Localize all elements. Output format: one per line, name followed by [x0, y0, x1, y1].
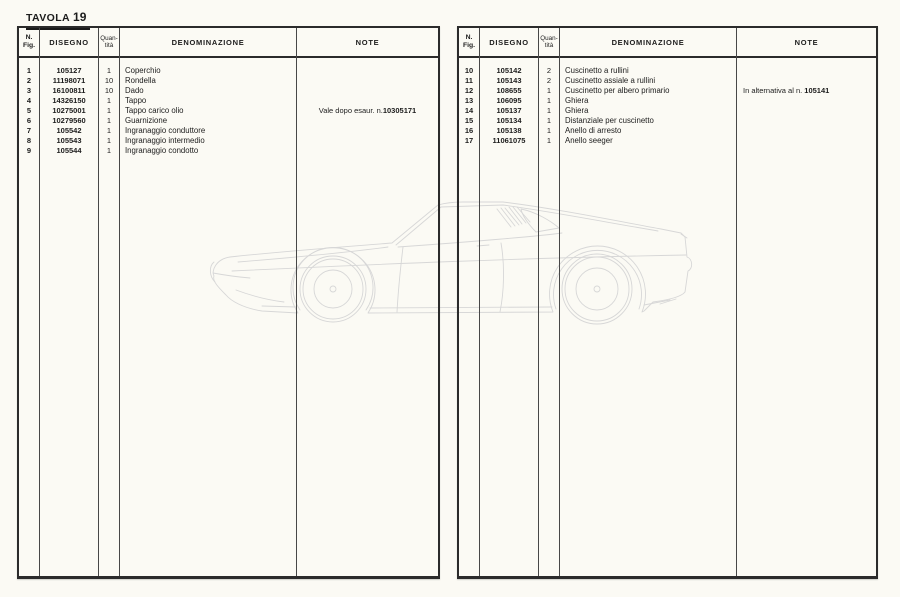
cell-qty: 2 [546, 76, 552, 85]
cell-denominazione: Ghiera [565, 106, 589, 115]
column-denominazione [560, 28, 737, 576]
cell-disegno: 105544 [56, 146, 82, 155]
cell-denominazione: Cuscinetto a rullini [565, 66, 629, 75]
cell-denominazione: Ingranaggio condotto [125, 146, 199, 155]
cell-fig: 11 [465, 76, 473, 85]
cell-fig: 10 [464, 66, 474, 75]
cell-qty: 10 [104, 76, 114, 85]
cell-disegno: 14326150 [52, 96, 86, 105]
column-header-fig [19, 28, 39, 58]
column-body-note [737, 58, 876, 576]
cell-denominazione: Rondella [125, 76, 156, 85]
column-body-qty [539, 58, 559, 576]
page-title-word: TAVOLA [26, 12, 71, 24]
cell-denominazione: Tappo carico olio [125, 106, 184, 115]
cell-fig: 1 [26, 66, 32, 75]
cell-denominazione: Cuscinetto assiale a rullini [565, 76, 656, 85]
cell-qty: 1 [106, 66, 112, 75]
cell-fig: 2 [26, 76, 32, 85]
cell-fig: 8 [26, 136, 32, 145]
column-denominazione [120, 28, 297, 576]
cell-qty: 1 [546, 126, 552, 135]
cell-disegno: 105137 [496, 106, 522, 115]
cell-fig: 16 [464, 126, 474, 135]
cell-denominazione: Distanziale per cuscinetto [565, 116, 654, 125]
column-header-disegno: DISEGNO [40, 28, 98, 58]
column-body-denominazione [120, 58, 296, 576]
cell-denominazione: Anello di arresto [565, 126, 622, 135]
column-note [737, 28, 876, 576]
cell-disegno: 105543 [56, 136, 82, 145]
cell-disegno: 105142 [496, 66, 522, 75]
column-header-note: NOTE [737, 28, 876, 58]
cell-qty: 1 [546, 106, 552, 115]
cell-fig: 15 [464, 116, 474, 125]
note-prefix: In alternativa al n. [743, 86, 805, 95]
header-qty-line1: Quan- [100, 34, 118, 42]
note-prefix: Vale dopo esaur. n. [318, 106, 383, 115]
column-qty [99, 28, 120, 576]
cell-qty: 1 [546, 86, 552, 95]
cell-qty: 2 [546, 66, 552, 75]
header-qty-line2: tità [544, 42, 554, 49]
cell-disegno: 105127 [56, 66, 82, 75]
header-qty-line1: Quan- [540, 34, 558, 42]
header-fig-line1: N. [465, 34, 473, 41]
column-body-disegno [480, 58, 538, 576]
cell-denominazione: Ingranaggio conduttore [125, 126, 206, 135]
header-qty-line2: tità [104, 42, 114, 49]
column-body-fig [459, 58, 479, 576]
column-body-disegno [40, 58, 98, 576]
cell-fig: 12 [464, 86, 474, 95]
cell-disegno: 11198071 [52, 76, 86, 85]
cell-disegno: 105143 [496, 76, 522, 85]
cell-fig: 7 [26, 126, 32, 135]
column-header-disegno: DISEGNO [480, 28, 538, 58]
cell-qty: 1 [106, 96, 112, 105]
cell-denominazione: Coperchio [125, 66, 161, 75]
column-body-denominazione [560, 58, 736, 576]
cell-fig: 5 [26, 106, 32, 115]
cell-fig: 17 [464, 136, 474, 145]
cell-qty: 1 [106, 126, 112, 135]
cell-qty: 10 [104, 86, 114, 95]
cell-denominazione: Dado [125, 86, 144, 95]
column-qty [539, 28, 560, 576]
cell-disegno: 11061075 [492, 136, 526, 145]
note-part-number: 10305171 [382, 106, 417, 115]
cell-qty: 1 [106, 106, 112, 115]
column-fig [459, 28, 480, 576]
cell-disegno: 106095 [496, 96, 522, 105]
cell-disegno: 10275001 [52, 106, 86, 115]
cell-fig: 14 [464, 106, 474, 115]
column-header-qty [539, 28, 559, 58]
note-text [297, 106, 438, 116]
cell-qty: 1 [546, 96, 552, 105]
column-disegno [40, 28, 99, 576]
cell-fig: 3 [26, 86, 32, 95]
cell-disegno: 105542 [56, 126, 82, 135]
page-title-number: 19 [73, 10, 87, 24]
cell-qty: 1 [106, 136, 112, 145]
parts-table-left [17, 26, 440, 579]
cell-denominazione: Ghiera [565, 96, 589, 105]
cell-fig: 13 [464, 96, 474, 105]
column-body-fig [19, 58, 39, 576]
cell-disegno: 16100811 [52, 86, 86, 95]
column-header-denominazione: DENOMINAZIONE [560, 28, 736, 58]
note-text [737, 86, 876, 96]
cell-denominazione: Tappo [125, 96, 147, 105]
cell-fig: 9 [26, 146, 32, 155]
header-fig-line2: Fig. [22, 42, 36, 49]
header-fig-line1: N. [25, 34, 33, 41]
column-header-qty [99, 28, 119, 58]
cell-fig: 4 [26, 96, 32, 105]
cell-fig: 6 [26, 116, 32, 125]
column-fig [19, 28, 40, 576]
cell-denominazione: Ingranaggio intermedio [125, 136, 205, 145]
cell-denominazione: Guarnizione [125, 116, 168, 125]
parts-table-right [457, 26, 878, 579]
cell-qty: 1 [546, 116, 552, 125]
column-header-note: NOTE [297, 28, 438, 58]
cell-disegno: 105138 [496, 126, 522, 135]
cell-denominazione: Cuscinetto per albero primario [565, 86, 670, 95]
column-disegno [480, 28, 539, 576]
cell-qty: 1 [106, 116, 112, 125]
header-fig-line2: Fig. [462, 42, 476, 49]
cell-disegno: 10279560 [52, 116, 86, 125]
column-body-note [297, 58, 438, 576]
column-header-fig [459, 28, 479, 58]
column-body-qty [99, 58, 119, 576]
cell-qty: 1 [546, 136, 552, 145]
cell-qty: 1 [106, 146, 112, 155]
column-header-denominazione: DENOMINAZIONE [120, 28, 296, 58]
cell-disegno: 105134 [496, 116, 522, 125]
cell-denominazione: Anello seeger [565, 136, 613, 145]
note-part-number: 105141 [804, 86, 830, 95]
cell-disegno: 108655 [496, 86, 522, 95]
column-note [297, 28, 438, 576]
